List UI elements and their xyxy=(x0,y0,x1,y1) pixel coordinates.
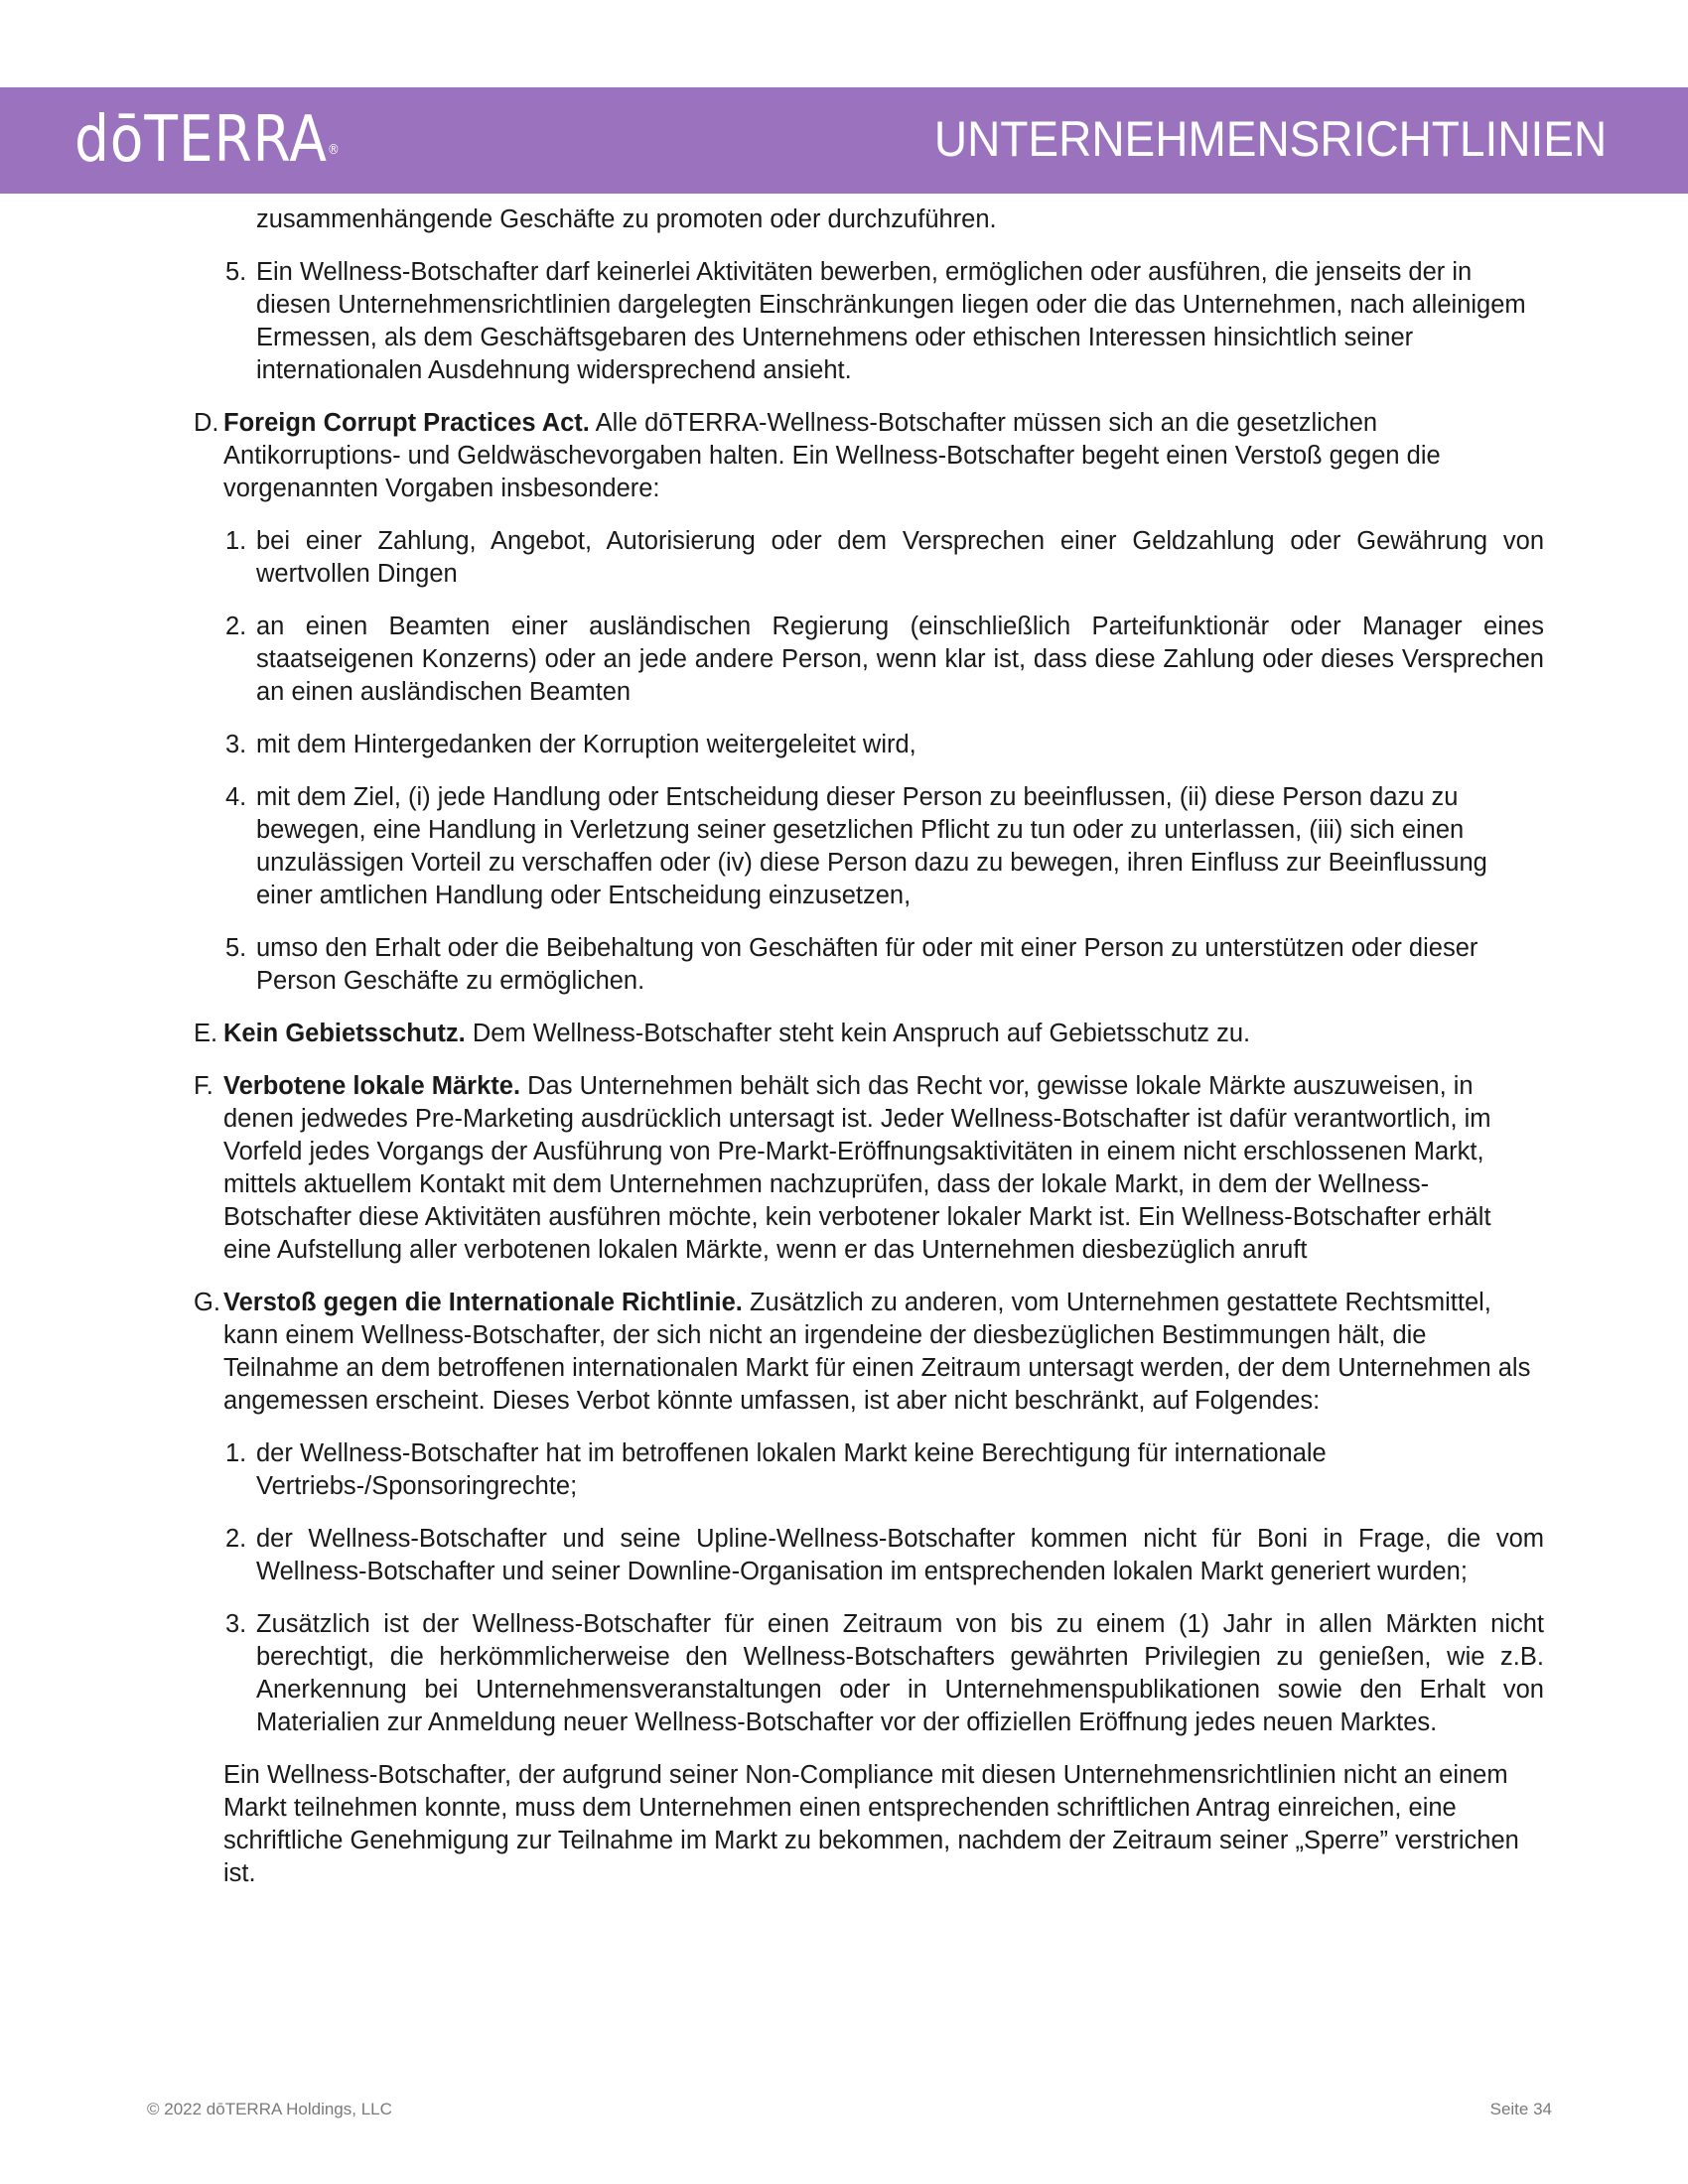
list-item-text: umso den Erhalt oder die Beibehaltung von Geschäften für oder mit einer Person zu unterstützen oder dieser Person Geschäfte zu ermöglichen. xyxy=(256,934,1478,995)
list-item xyxy=(194,1608,1544,1739)
list-marker: 3. xyxy=(225,1610,247,1638)
list-marker: 5. xyxy=(225,258,247,286)
page-footer xyxy=(147,2100,1552,2119)
list-item xyxy=(194,525,1544,591)
list-item-text: Zusätzlich ist der Wellness-Botschafter für einen Zeitraum von bis zu einem (1) Jahr in allen Märkten nicht berechtigt, die herkömmlicherweise den Wellness-Botschafters gewährten Privilegien zu genießen, wie z.B. Anerkennung bei Unternehmensveranstaltungen oder in Unternehmenspublikationen sowie den Erhalt von Materialien zur Anmeldung neuer Wellness-Botschafter vor der offiziellen Eröffnung jedes neuen Marktes. xyxy=(256,1610,1544,1736)
section-title: Verbotene lokale Märkte. xyxy=(223,1072,521,1100)
list-item xyxy=(194,1437,1544,1503)
registered-mark: ® xyxy=(327,142,341,158)
list-marker: 3. xyxy=(225,731,247,758)
list-item-text: bei einer Zahlung, Angebot, Autorisierung oder dem Versprechen einer Geldzahlung oder Gewährung von wertvollen Dingen xyxy=(256,527,1544,588)
doterra-logo xyxy=(74,97,341,183)
document-title: UNTERNEHMENSRICHTLINIEN xyxy=(933,111,1607,167)
list-marker: 2. xyxy=(225,1525,247,1553)
list-item xyxy=(194,611,1544,709)
section-title: Kein Gebietsschutz. xyxy=(223,1020,466,1047)
list-marker: 1. xyxy=(225,1439,247,1467)
list-item-text: mit dem Hintergedanken der Korruption weitergeleitet wird, xyxy=(256,731,916,758)
closing-paragraph: Ein Wellness-Botschafter, der aufgrund seiner Non-Compliance mit diesen Unternehmensrichtlinien nicht an einem Markt teilnehmen konnte, muss dem Unternehmen einen entsprechenden schriftlichen Antrag einreichen, eine schriftliche Genehmigung zur Teilnahme im Markt zu bekommen, nachdem der Zeitraum seiner „Sperre” verstrichen ist. xyxy=(223,1761,1519,1887)
list-marker: 5. xyxy=(225,934,247,962)
list-marker: 1. xyxy=(225,527,247,555)
document-body xyxy=(194,204,1544,1910)
section-text: Das Unternehmen behält sich das Recht vor, gewisse lokale Märkte auszuweisen, in denen jedwedes Pre-Marketing ausdrücklich untersagt ist. Jeder Wellness-Botschafter ist dafür verantwortlich, im Vorfeld jedes Vorgangs der Ausführung von Pre-Markt-Eröffnungsaktivitäten in einem nicht erschlossenen Markt, mittels aktuellem Kontakt mit dem Unternehmen nachzuprüfen, dass der lokale Markt, in dem der Wellness-Botschafter diese Aktivitäten ausführen möchte, kein verbotener lokaler Markt ist. Ein Wellness-Botschafter erhält eine Aufstellung aller verbotenen lokalen Märkte, wenn er das Unternehmen diesbezüglich anruft xyxy=(223,1072,1491,1264)
section-d xyxy=(194,407,1544,505)
page-header xyxy=(0,87,1688,194)
continued-text: zusammenhängende Geschäfte zu promoten oder durchzuführen. xyxy=(256,205,997,233)
list-item-text: Ein Wellness-Botschafter darf keinerlei Aktivitäten bewerben, ermöglichen oder ausführen, die jenseits der in diesen Unternehmensrichtlinien dargelegten Einschränkungen liegen oder die das Unternehmen, nach alleinigem Ermessen, als dem Geschäftsgebaren des Unternehmens oder ethischen Interessen hinsichtlich seiner internationalen Ausdehnung widersprechend ansieht. xyxy=(256,258,1526,384)
list-item-text: an einen Beamten einer ausländischen Regierung (einschließlich Parteifunktionär oder Manager eines staatseigenen Konzerns) oder an jede andere Person, wenn klar ist, dass diese Zahlung oder dieses Versprechen an einen ausländischen Beamten xyxy=(256,613,1544,706)
section-marker: G. xyxy=(194,1289,220,1316)
list-item-text: mit dem Ziel, (i) jede Handlung oder Entscheidung dieser Person zu beeinflussen, (ii) diese Person dazu zu bewegen, eine Handlung in Verletzung seiner gesetzlichen Pflicht zu tun oder zu unterlassen, (iii) sich einen unzulässigen Vorteil zu verschaffen oder (iv) diese Person dazu zu bewegen, ihren Einfluss zur Beeinflussung einer amtlichen Handlung oder Entscheidung einzusetzen, xyxy=(256,783,1487,909)
section-text: Zusätzlich zu anderen, vom Unternehmen gestattete Rechtsmittel, kann einem Wellness-Botschafter, der sich nicht an irgendeine der diesbezüglichen Bestimmungen hält, die Teilnahme an dem betroffenen internationalen Markt für einen Zeitraum untersagt werden, der dem Unternehmen als angemessen erscheint. Dieses Verbot könnte umfassen, ist aber nicht beschränkt, auf Folgendes: xyxy=(223,1289,1531,1415)
logo-text: dōTERRA xyxy=(74,103,328,177)
section-marker: E. xyxy=(194,1020,218,1047)
page-number: Seite 34 xyxy=(1489,2100,1552,2118)
list-item-text: der Wellness-Botschafter und seine Upline-Wellness-Botschafter kommen nicht für Boni in Frage, die vom Wellness-Botschafter und seiner Downline-Organisation im entsprechenden lokalen Markt generiert wurden; xyxy=(256,1525,1544,1585)
section-g xyxy=(194,1287,1544,1418)
list-item xyxy=(194,256,1544,387)
section-text: Dem Wellness-Botschafter steht kein Anspruch auf Gebietsschutz zu. xyxy=(465,1020,1251,1047)
section-title: Foreign Corrupt Practices Act. xyxy=(223,409,590,437)
section-text: Alle dōTERRA-Wellness-Botschafter müssen sich an die gesetzlichen Antikorruptions- und Geldwäschevorgaben halten. Ein Wellness-Botschafter begeht einen Verstoß gegen die vorgenannten Vorgaben insbesondere: xyxy=(223,409,1441,502)
section-e xyxy=(194,1018,1544,1050)
list-item xyxy=(194,729,1544,761)
list-item xyxy=(194,932,1544,998)
list-item xyxy=(194,781,1544,912)
list-item xyxy=(194,1523,1544,1588)
section-marker: F. xyxy=(194,1072,213,1100)
list-marker: 4. xyxy=(225,783,247,811)
list-marker: 2. xyxy=(225,613,247,640)
list-item-text: der Wellness-Botschafter hat im betroffenen lokalen Markt keine Berechtigung für internationale Vertriebs-/Sponsoringrechte; xyxy=(256,1439,1327,1500)
section-f xyxy=(194,1070,1544,1267)
section-title: Verstoß gegen die Internationale Richtlinie. xyxy=(223,1289,743,1316)
copyright-text: © 2022 dōTERRA Holdings, LLC xyxy=(147,2100,392,2118)
section-marker: D. xyxy=(194,409,219,437)
